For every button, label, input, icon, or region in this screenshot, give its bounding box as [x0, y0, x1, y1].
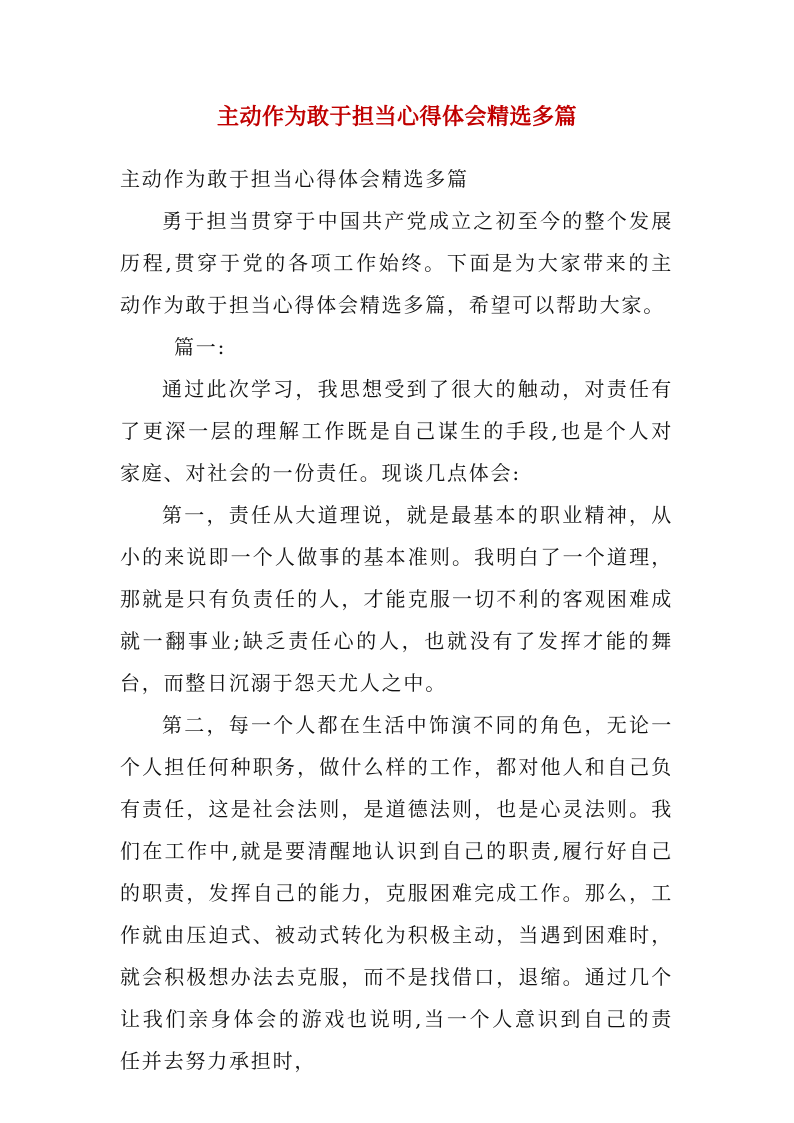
paragraph: 第二，每一个人都在生活中饰演不同的角色，无论一个人担任何种职务，做什么样的工作，都对他人和自己负有责任，这是社会法则，是道德法则，也是心灵法则。我们在工作中,就是要清醒地认识到自己的职责,履行好自己的职责，发挥自己的能力，克服困难完成工作。那么，工作就由压迫式、被动式转化为积极主动，当遇到困难时，就会积极想办法去克服，而不是找借口，退缩。通过几个让我们亲身体会的游戏也说明,当一个人意识到自己的责任并去努力承担时，: [120, 713, 673, 1073]
document-body: [120, 158, 673, 1082]
section-heading: 篇一:: [174, 335, 227, 359]
intro-paragraph: 勇于担当贯穿于中国共产党成立之初至今的整个发展历程,贯穿于党的各项工作始终。下面是为大家带来的主动作为敢于担当心得体会精选多篇，希望可以帮助大家。: [120, 209, 673, 317]
document-title: 主动作为敢于担当心得体会精选多篇: [216, 104, 577, 130]
document-subtitle: 主动作为敢于担当心得体会精选多篇: [120, 167, 469, 191]
paragraph: 通过此次学习，我思想受到了很大的触动，对责任有了更深一层的理解工作既是自己谋生的手段,也是个人对家庭、对社会的一份责任。现谈几点体会:: [120, 377, 673, 485]
paragraph: 第一，责任从大道理说，就是最基本的职业精神，从小的来说即一个人做事的基本准则。我明白了一个道理，那就是只有负责任的人，才能克服一切不利的客观困难成就一翻事业;缺乏责任心的人，也就没有了发挥才能的舞台，而整日沉溺于怨天尤人之中。: [120, 503, 673, 695]
